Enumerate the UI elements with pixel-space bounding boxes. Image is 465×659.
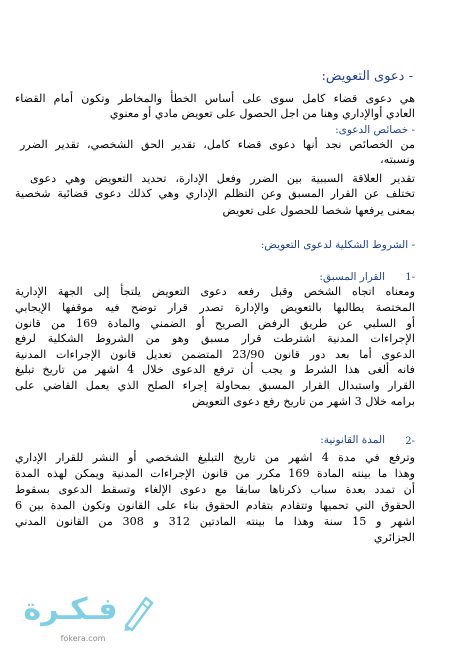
fokera-logo <box>8 592 158 654</box>
legal-period-heading: المدة القانونية: <box>320 434 385 446</box>
damages-body-line: هي دعوى قضاء كامل سوى على أساس الخطأ والمخاطر وتكون أمام القضاء <box>15 92 415 105</box>
prior-decision-body-line: الإجراءات المدنية اشترطت قرار مسبق وهو من الشروط الشكلية لرفع <box>15 332 415 345</box>
characteristics-body-line: ونسبته، <box>380 153 415 166</box>
pen-icon <box>120 592 156 632</box>
prior-decision-heading: القرار المسبق: <box>319 271 385 283</box>
prior-decision-body-line: الدعوى أما بعد دور قانون 23/90 المتضمن تعديل قانون الإجراءات المدنية <box>15 348 415 361</box>
legal-period-body-line: الجزائري <box>373 531 415 544</box>
prior-decision-body-line: برامه خلال 3 اشهر من تاريخ رفع دعوى التعويض <box>191 395 415 408</box>
legal-period-number: -2 <box>405 436 415 447</box>
prior-decision-body-line: ومعناه اتجاه الشخص وقبل رفعه دعوى التعويض يلتجأ إلى الجهة الإدارية <box>15 285 415 298</box>
characteristics-body-line: من الخصائص نجد أنها دعوى قضاء كامل، تقدير الحق الشخصي، تقدير الضرر <box>20 138 415 151</box>
damages-heading: - دعوى التعويض: <box>321 69 413 84</box>
legal-period-body-line: وترفع في مدة 4 اشهر من تاريخ التبليغ الشخصي أو النشر للقرار الإداري <box>15 451 415 464</box>
legal-period-body-line: الحقوق التي تحميها وتتقادم بتقادم الحقوق بناء على القانون وتكون المدة بين 6 <box>15 499 415 512</box>
legal-period-body-line: أن تمدد بعدة سباب ذكرناها سابقا مع دعوى الإلغاء وتسقط الدعوى بسقوط <box>15 483 415 496</box>
prior-decision-body-line: أو السلبي عن طريق الرفض الصريح أو الضمني والمادة 169 من قانون <box>15 317 415 330</box>
characteristics-heading: - خصائص الدعوى: <box>335 124 415 136</box>
characteristics-body-line: تقدير العلاقة السببية بين الضرر وفعل الإدارة، تحديد التعويض وهي دعوى <box>30 172 415 185</box>
legal-period-body-line: وهذا ما بينته المادة 169 مكرر من قانون الإجراءات المدنية ويمكن لهذه المدة <box>15 467 415 480</box>
prior-decision-body-line: القرار واستبدال القرار المسبق بمحاولة إجراء الصلح الذي يعمل القاضي على <box>15 379 415 392</box>
prior-decision-number: -1 <box>405 272 415 283</box>
characteristics-body-line: بمعنى يرفعها شخصا للحصول على تعويض <box>222 204 415 217</box>
damages-body-line: العادي أوالإداري وهنا من اجل الحصول على تعويض مادي أو معنوي <box>109 107 415 120</box>
legal-period-body-line: اشهر و 15 سنة وهذا ما بينته المادتين 312 و 308 من القانون المدني <box>15 515 415 528</box>
prior-decision-body-line: المختصة يطالبها بالتعويض والإدارة تصدر قرار توضح فيه موقفها الإيجابي <box>15 301 415 314</box>
logo-wordmark: فـكـرة <box>23 592 118 627</box>
characteristics-body-line: تختلف عن القرار المسبق وعن التظلم الإداري وهي كذلك دعوى قضائية شخصية <box>15 187 415 200</box>
logo-url: fokera.com <box>60 634 106 643</box>
formal-conditions-heading: - الشروط الشكلية لدعوى التعويض: <box>260 239 415 251</box>
prior-decision-body-line: فانه ألغى هذا الشرط و يجب أن ترفع الدعوى خلال 4 اشهر من تاريخ تبليغ <box>15 363 415 376</box>
